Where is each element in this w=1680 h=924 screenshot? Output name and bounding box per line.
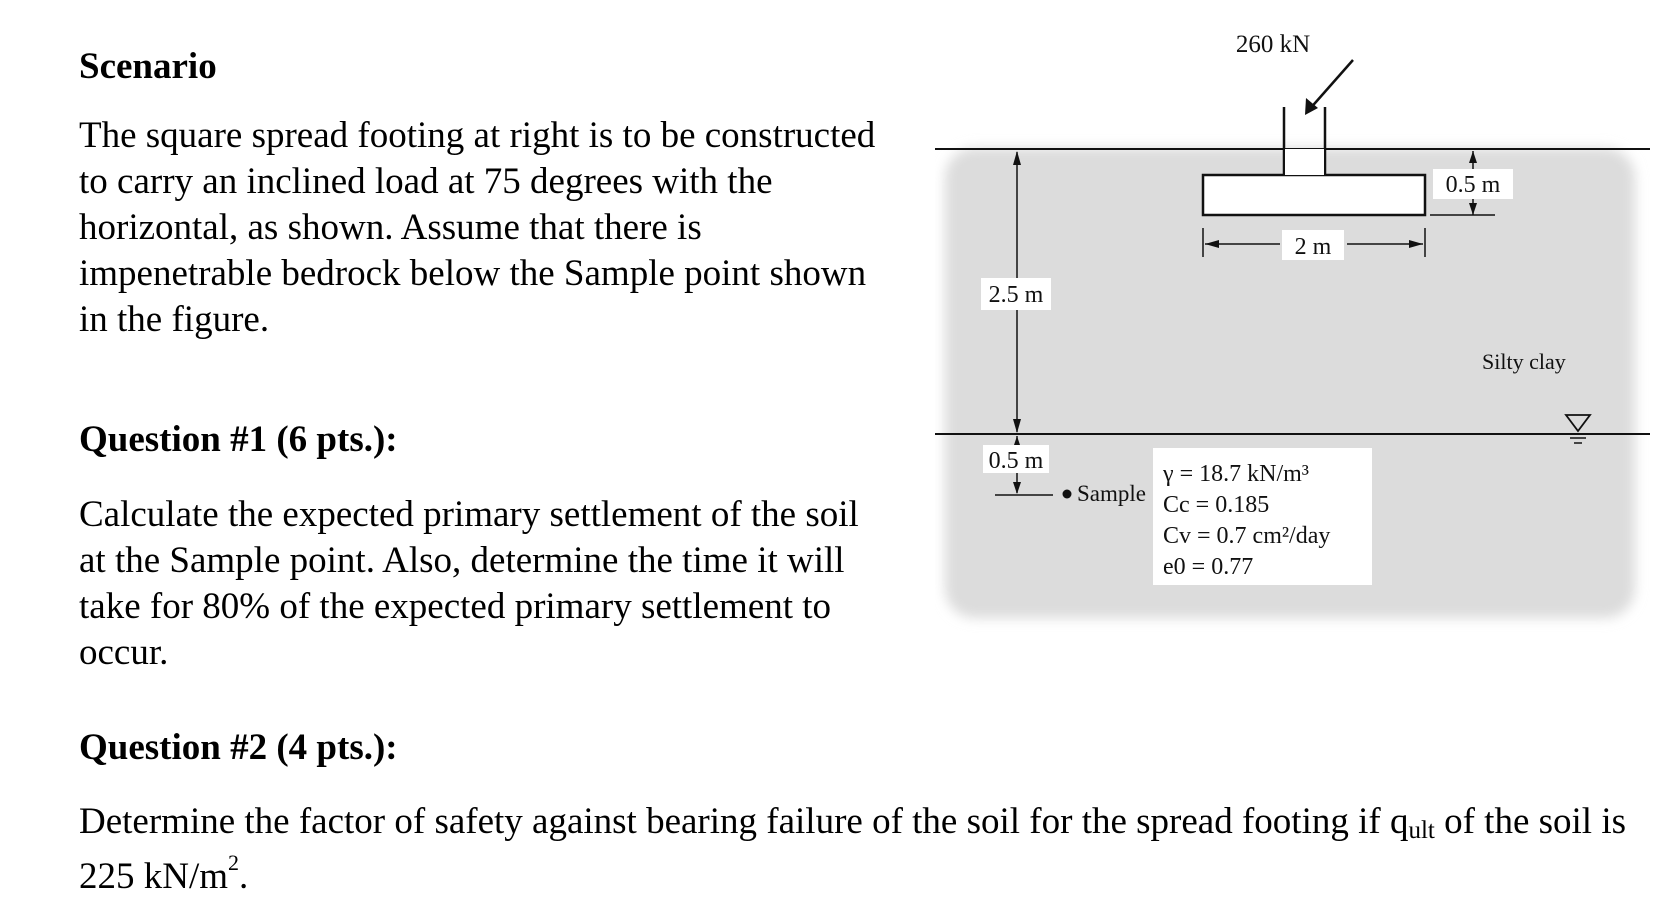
load-arrow [1308, 60, 1353, 111]
question2-text-middle: of the soil is 225 kN/m [79, 801, 1627, 897]
consolidation-coefficient-text: Cv = 0.7 cm²/day [1163, 523, 1331, 549]
sample-depth-label: 0.5 m [988, 448, 1044, 474]
scenario-heading: Scenario [79, 46, 217, 87]
question2-heading: Question #2 (4 pts.): [79, 727, 398, 768]
depth-label: 2.5 m [988, 282, 1044, 308]
units-superscript: 2 [228, 850, 240, 875]
sample-label: Sample [1077, 481, 1146, 506]
soil-label: Silty clay [1482, 349, 1566, 374]
thickness-label: 0.5 m [1445, 172, 1501, 198]
footing-outline [1203, 175, 1425, 215]
compression-index-text: Cc = 0.185 [1163, 492, 1270, 518]
q-ult-symbol [1390, 801, 1435, 842]
question1-text: Calculate the expected primary settlement of the soil at the Sample point. Also, determine the time it will take for 80% of the expected primary settlement to occur. [79, 494, 859, 673]
footing-diagram [935, 25, 1650, 675]
question2-text-before: Determine the factor of safety against bearing failure of the soil for the spread footing if [79, 801, 1390, 842]
void-ratio-text: e0 = 0.77 [1163, 554, 1254, 580]
width-label: 2 m [1294, 234, 1332, 260]
q-symbol: q [1389, 801, 1409, 842]
question1-heading: Question #1 (6 pts.): [79, 419, 398, 460]
question2-text [79, 799, 1639, 900]
scenario-text: The square spread footing at right is to be constructed to carry an inclined load at 75 degrees with the horizontal, as shown. Assume that there is impenetrable bedrock below the Sample point shown in the figure. [79, 115, 876, 340]
q-ult-subscript: ult [1408, 817, 1435, 844]
unit-weight-text: γ = 18.7 kN/m³ [1163, 461, 1310, 487]
load-label: 260 kN [1235, 31, 1311, 58]
question2-text-end: . [239, 856, 249, 897]
sample-point [1063, 490, 1072, 499]
